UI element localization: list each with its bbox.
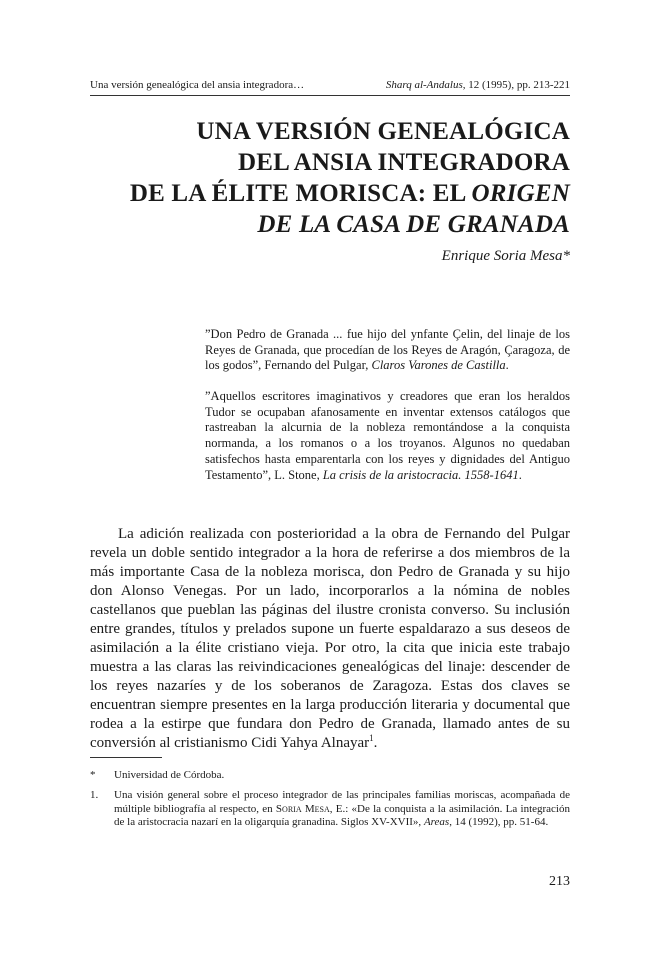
epigraph-quote	[205, 327, 570, 374]
epigraph-end: .	[505, 358, 509, 373]
title-line-4-italic: DE LA CASA DE GRANADA	[257, 211, 570, 238]
footnote-author: Soria Mesa	[275, 802, 330, 815]
epigraph-quote	[205, 389, 570, 483]
page-number: 213	[549, 874, 570, 889]
body-end: .	[373, 735, 378, 751]
running-head-journal: Sharq al-Andalus,	[385, 79, 466, 91]
footnote-text-a: Una visión general sobre el proceso integrador de las principales familias moriscas, acompañada de múltiple bibliografía al respecto, en	[114, 789, 570, 815]
title-line-3-plain: DE LA ÉLITE MORISCA: EL	[129, 180, 472, 207]
body-paragraph	[90, 525, 570, 753]
footnote-mark: *	[90, 769, 96, 781]
article-title	[60, 116, 570, 240]
running-head-citation	[386, 78, 570, 92]
footnote-text: Universidad de Córdoba.	[114, 769, 225, 781]
title-line-2: DEL ANSIA INTEGRADORA	[237, 149, 570, 176]
footnote-mark: 1.	[90, 789, 99, 801]
footnote-affiliation	[90, 769, 570, 783]
footnote-rule	[90, 757, 162, 758]
epigraph-end: .	[518, 467, 522, 482]
footnote-text	[114, 789, 570, 830]
body-text: La adición realizada con posterioridad a la obra de Fernando del Pulgar revela un doble sentido integrador a la hora de referirse a dos miembros de la más importante Casa de la nobleza morisca, don Pedro de Granada y su hijo don Alonso Venegas. Por un lado, incorporarlos a la nómina de nobles castellanos que pueblan las páginas del ilustre cronista converso. Su inclusión entre grandes, títulos y prelados supone un fuerte espaldarazo a sus deseos de asimilación a la élite cristiano vieja. Por otro, la cita que inicia este trabajo muestra a las claras las reivindicaciones genealógicas del linaje: descender de los reyes nazaríes y de los soberanos de Zaragoza. Estas dos claves se encuentran siempre presentes en la larga producción literaria y documental que rodea a la estirpe que fundara don Pedro de Granada, llamado antes de su conversión al cristianismo Cidi Yahya Alnayar	[90, 526, 570, 751]
title-line-3	[60, 178, 570, 209]
epigraph-text: ”Don Pedro de Granada ... fue hijo del ynfante Çelin, del linaje de los Reyes de Granada, que procedían de los Reyes de Aragón, Çaragoza, de los godos”, Fernando del Pulgar,	[205, 327, 570, 373]
footnote-1	[90, 789, 570, 830]
author-name: Enrique Soria Mesa*	[441, 248, 570, 264]
epigraph-source: Claros Varones de Castilla	[371, 358, 506, 373]
epigraph-text: ”Aquellos escritores imaginativos y creadores que eran los heraldos Tudor se ocupaban afanosamente en inventar extensos catálogos que rastreaban la alcurnia de la nobleza remontándose a la conquista normanda, a los romanos o a los troyanos. Algunos no quedaban satisfechos hasta emparentarla con los reyes y dignidades del Antiguo Testamento”, L. Stone,	[205, 389, 570, 482]
running-head-title: Una versión genealógica del ansia integradora…	[90, 79, 305, 91]
footnote-text-b: , E.: «De la conquista a la asimilación. La integración de la aristocracia nazarí en la oligarquía granadina. Siglos XV-XVII»,	[114, 802, 570, 828]
header-rule	[90, 95, 570, 96]
footnote-text-c: , 14 (1992), pp. 51-64.	[449, 816, 549, 828]
epigraph-source: La crisis de la aristocracia. 1558-1641	[322, 467, 519, 482]
footnote-reference[interactable]: 1	[369, 733, 374, 743]
title-line-1: UNA VERSIÓN GENEALÓGICA	[196, 118, 570, 145]
running-head-volume-pages: 12 (1995), pp. 213-221	[465, 79, 570, 91]
title-line-4	[60, 209, 570, 240]
footnote-journal: Areas	[423, 816, 450, 828]
title-line-3-italic: ORIGEN	[471, 180, 570, 207]
